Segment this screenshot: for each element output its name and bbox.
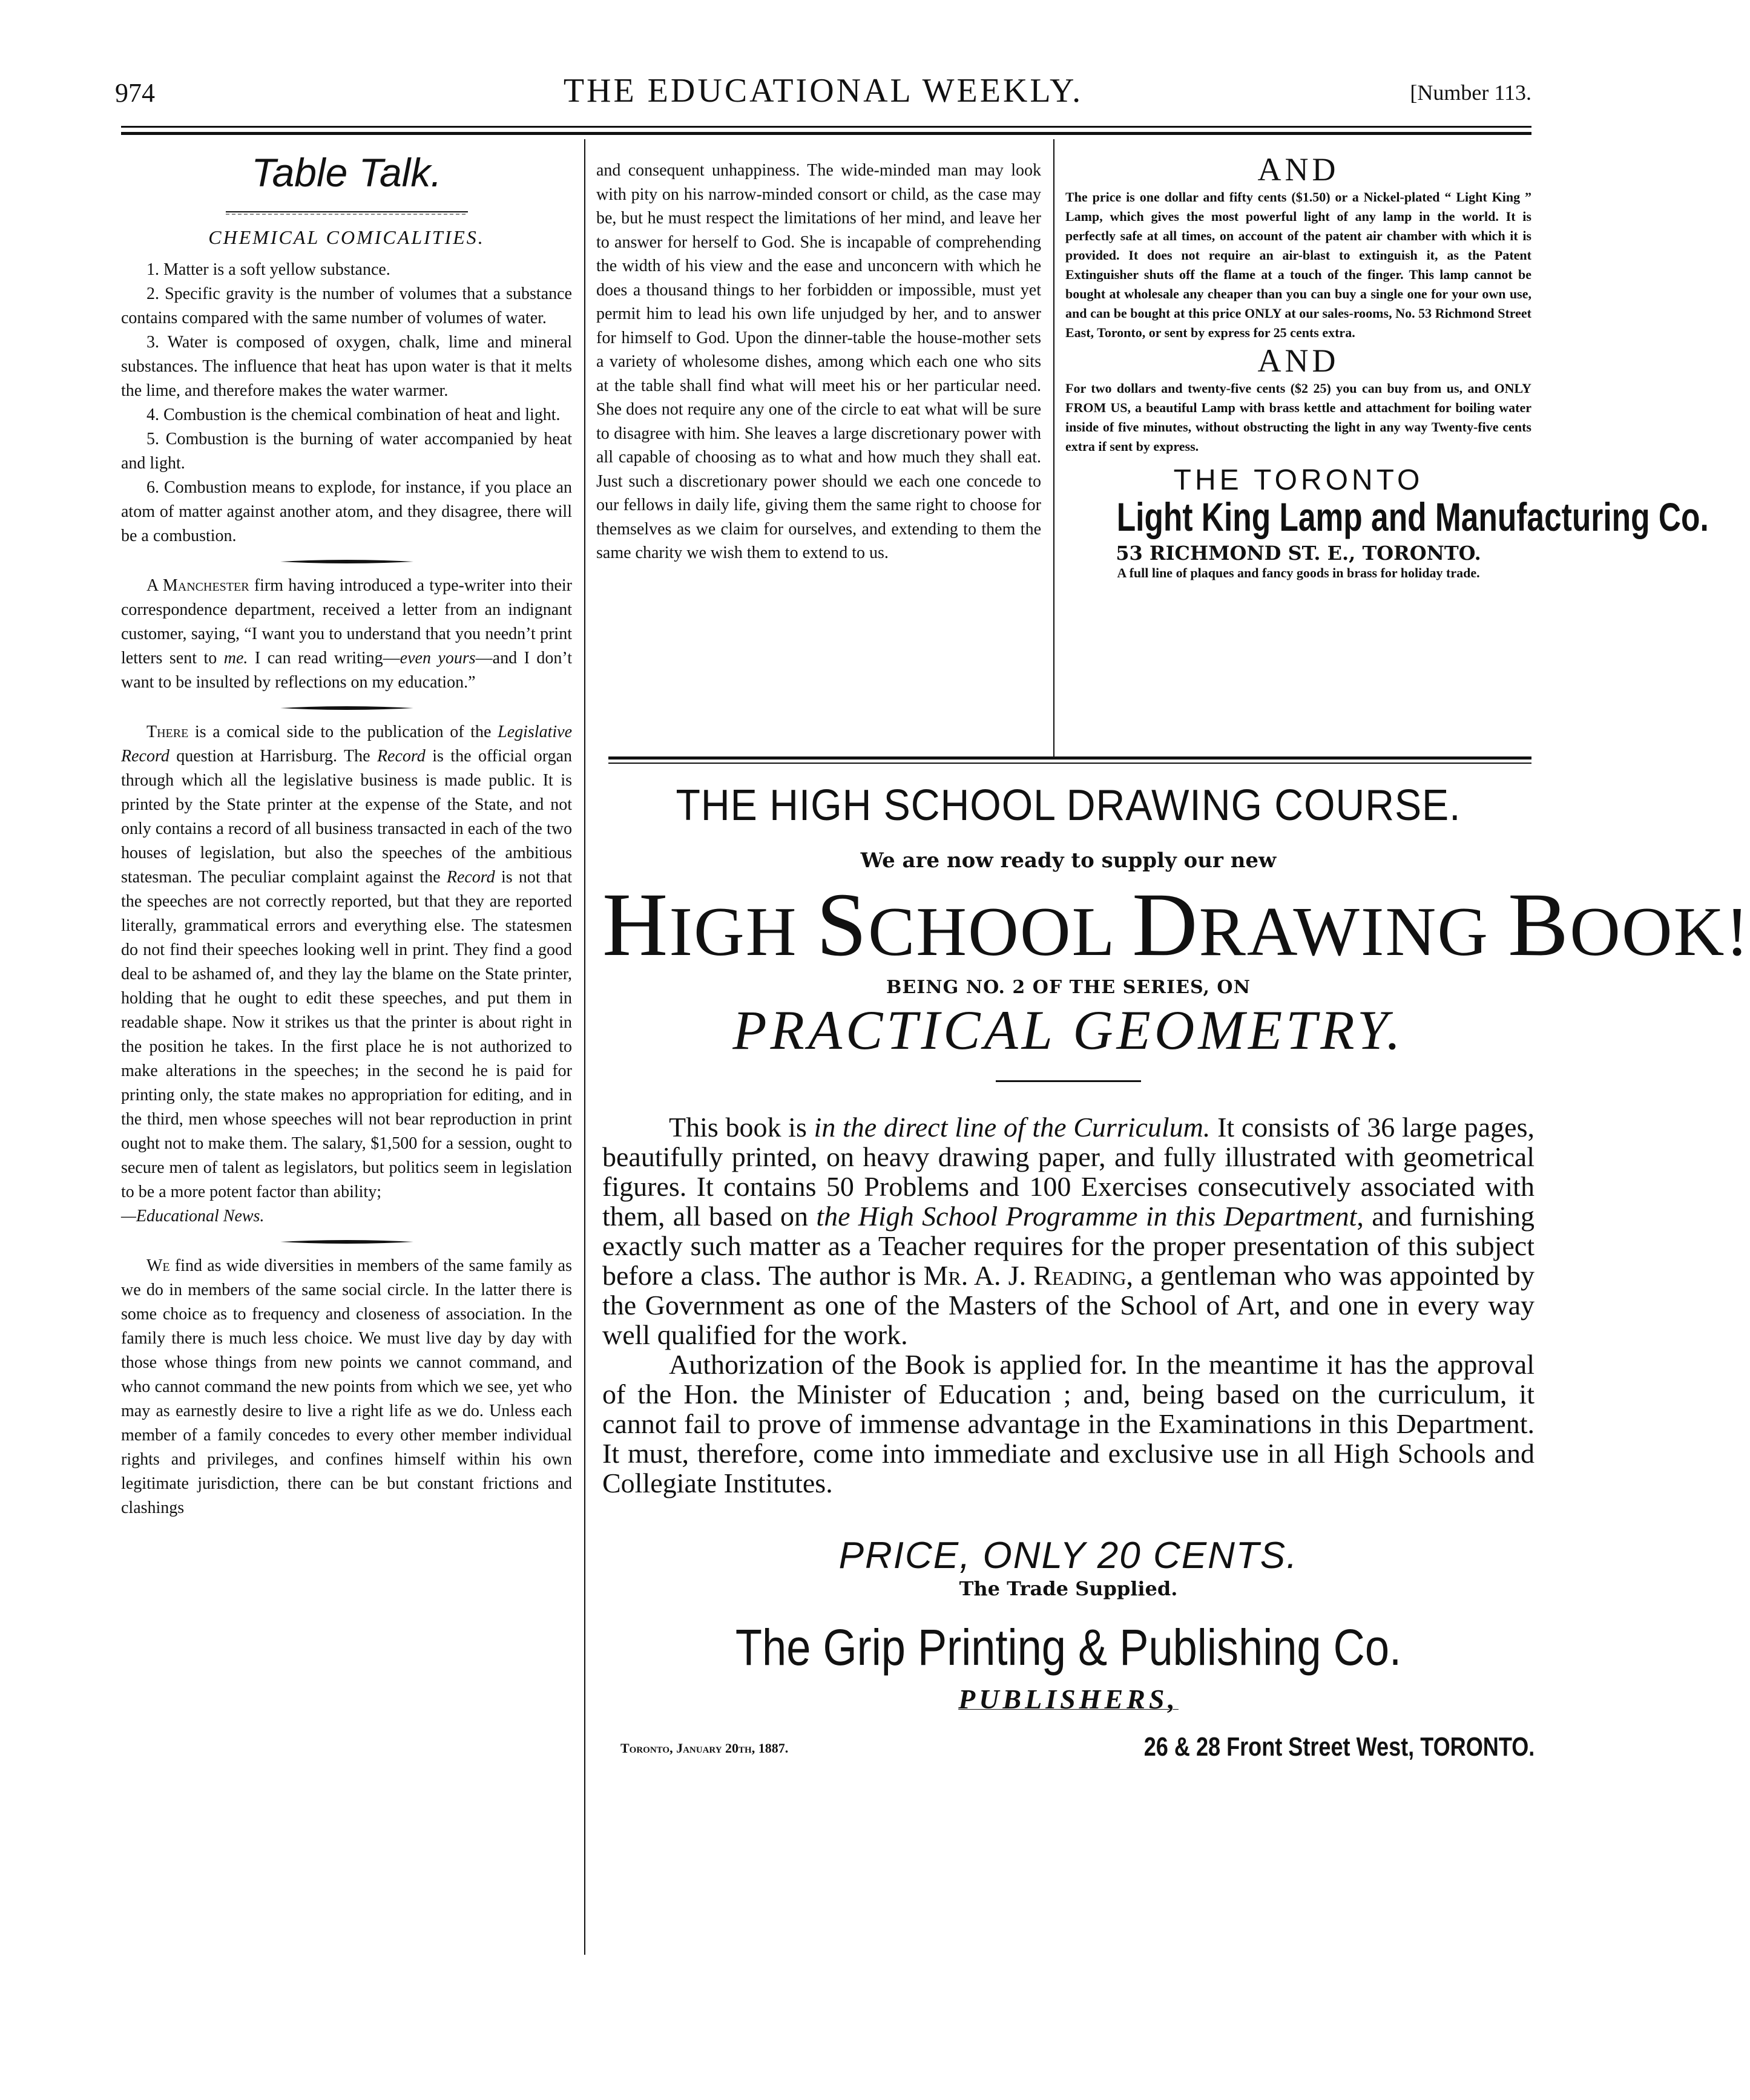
authorization-paragraph: Authorization of the Book is applied for. In the meantime it has the approval of the Hon. the Minister of Education ; and, being based on the curriculum, it cannot fail to prove of immense advantage in the Examinations in this Department. It must, therefore, come into immediate and exclusive use in all High Schools and Collegiate Institutes.: [602, 1349, 1535, 1498]
page-header: [115, 71, 1531, 120]
book-title: HIGH SCHOOL DRAWING BOOK!: [602, 874, 1750, 975]
and-heading: AND: [1257, 151, 1340, 188]
and-heading: AND: [1257, 343, 1340, 379]
header-rule-thick: [121, 132, 1531, 135]
chem-item: 1. Matter is a soft yellow substance.: [146, 260, 390, 279]
short-rule: [996, 1080, 1141, 1082]
geometry-title: PRACTICAL GEOMETRY.: [732, 999, 1404, 1061]
chem-title: CHEMICAL COMICALITIES.: [208, 226, 485, 248]
kettle-paragraph: For two dollars and twenty-five cents ($2 25) you can buy from us, and ONLY FROM US, a beautiful Lamp with brass kettle and attachment for boiling water inside of five minutes, without obstructing the light in any way Twenty-five cents extra if sent by express.: [1065, 381, 1531, 454]
publication-title: THE EDUCATIONAL WEEKLY.: [563, 72, 1084, 110]
ad-rule-thin: [608, 763, 1531, 764]
page-number: 974: [115, 78, 155, 108]
ornament-divider: [280, 559, 413, 563]
book-description: [602, 1112, 1535, 1498]
chem-item: 6. Combustion means to explode, for instance, if you place an atom of matter against another atom, and they disagree, there will be a combustion.: [121, 478, 572, 545]
ad-footer: [602, 1727, 1535, 1764]
ad-rule-thick: [608, 756, 1531, 760]
ornament-divider: [280, 706, 413, 709]
column-divider-right: [1053, 139, 1054, 756]
series-line: BEING NO. 2 OF THE SERIES, ON: [886, 977, 1251, 998]
the-toronto: THE TORONTO: [1173, 464, 1424, 496]
record-source: —Educational News.: [121, 1207, 265, 1226]
company-address: 53 RICHMOND ST. E., TORONTO.: [1116, 542, 1481, 565]
left-column: [121, 145, 572, 1520]
issue-number: [Number 113.: [1410, 80, 1531, 105]
price-line: PRICE, ONLY 20 CENTS.: [838, 1535, 1298, 1577]
ornament-divider: [280, 1239, 413, 1243]
middle-paragraph: and consequent unhappiness. The wide-minded man may look with pity on his narrow-minded consort or child, as the case may be, but he must respect the limitations of her mind, and leave her to answer for herself to God. She is incapable of comprehending the width of his view and the ease and unconcern with which he does a thousand things to her forbidden or impossible, must yet permit him to lead his own life unjudged by her, and to answer for himself to God. Upon the dinner-table the house-mother sets a variety of wholesome dishes, among which each one who sits at the table shall find what will meet his or her particular need. She does not require any one of the circle to eat what will be sure to disagree with him. She leaves a large discretionary power with all capable of choosing as to what and how much they shall eat. Just such a discretionary power should we each one concede to our fellows in daily life, giving them the same right to choose for themselves as we claim for ourselves, and extending to them the same charity we wish them to extend to us.: [596, 161, 1041, 562]
section-title: Table Talk.: [251, 150, 442, 195]
diversities-paragraph: We find as wide diversities in members of the same family as we do in members of the same social circle. In the latter there is some choice as to frequency and closeness of association. In the family there is much less choice. We must live day by day with those whose things from new points we cannot command, and who cannot command the new points from which we see, yet who may as earnestly desire to live a right life as we do. Unless each member of a family concedes to every other member individual rights and privileges, and confines himself within his own legitimate jurisdiction, there can be but constant frictions and clashings: [121, 1256, 572, 1517]
ready-line: We are now ready to supply our new: [860, 848, 1277, 873]
header-rule-thin: [121, 126, 1531, 128]
publishers-label: PUBLISHERS,: [958, 1684, 1179, 1714]
record-paragraph: There is a comical side to the publication of the Legislative Record question at Harrisburg. The Record is the official organ through which all the legislative business is made public. It is printed by the State printer at the expense of the State, and not only contains a record of all business transacted in each of the two houses of legislation, but also the speeches of the ambitious statesman. The peculiar complaint against the Record is not that the speeches are not correctly reported, but that they are reported literally, grammatical errors and everything else. The statesmen do not find their speeches looking well in print. They find a good deal to be ashamed of, and they lay the blame on the State printer, holding that he ought to edit these speeches, and put them in readable shape. Now it strikes us that the printer is about right in the position he takes. In the first place he is not authorized to make alterations in the speeches; in the second he is paid for printing only, the state makes no appropriation for editing, and in the third, men whose speeches will not bear reproduction in print ought not to make them. The salary, $1,500 for a session, ought to secure men of talent as legislators, but politics seem in legislation to be a more potent factor than ability;: [121, 723, 573, 1201]
chem-item: 2. Specific gravity is the number of volumes that a substance contains compared with the same number of volumes of water.: [121, 284, 572, 327]
drawing-book-advertisement: [602, 781, 1750, 1764]
column-divider-left: [584, 139, 585, 1955]
address-note: A full line of plaques and fancy goods in brass for holiday trade.: [1117, 565, 1480, 580]
lamp-advertisement: [1065, 151, 1709, 581]
title-rule: [226, 211, 468, 214]
ad-date: Toronto, January 20th, 1887.: [620, 1741, 789, 1756]
publisher-address: 26 & 28 Front Street West, TORONTO.: [1143, 1732, 1535, 1762]
publisher-name: The Grip Printing & Publishing Co.: [735, 1619, 1402, 1676]
trade-line: The Trade Supplied.: [959, 1577, 1178, 1600]
middle-column: [596, 159, 1041, 565]
manchester-paragraph: A Manchester firm having introduced a type-writer into their correspondence department, received a letter from an indignant customer, saying, “I want you to understand that you needn’t print letters sent to me. I can read writing—even yours—and I don’t want to be insulted by reflections on my education.”: [121, 576, 573, 692]
course-heading: THE HIGH SCHOOL DRAWING COURSE.: [676, 781, 1461, 830]
chem-item: 4. Combustion is the chemical combination of heat and light.: [146, 405, 561, 424]
chem-item: 3. Water is composed of oxygen, chalk, lime and mineral substances. The influence that heat has upon water is that it melts the lime, and therefore makes the water warmer.: [121, 333, 572, 400]
company-name: Light King Lamp and Manufacturing Co.: [1116, 494, 1709, 539]
description-paragraph: This book is in the direct line of the Curriculum. It consists of 36 large pages, beautifully printed, on heavy drawing paper, and fully illustrated with geometrical figures. It contains 50 Problems and 100 Exercises consecutively associated with them, all based on the High School Programme in this Department, and furnishing exactly such matter as a Teacher requires for the proper presentation of this subject before a class. The author is Mr. A. J. Reading, a gentleman who was appointed by the Government as one of the Masters of the School of Art, and one in every way well qualified for the work.: [602, 1112, 1535, 1350]
lamp-price-paragraph: The price is one dollar and fifty cents ($1.50) or a Nickel-plated “ Light King ” Lamp, which gives the most powerful light of any lamp in the world. It is perfectly safe at all times, on account of the patent air chamber with which it is provided. It does not require an air-blast to extinguish it, as the Patent Extinguisher shuts off the flame at a touch of the finger. This lamp cannot be bought at wholesale any cheaper than you can buy a single one for your own use, and can be bought at this price ONLY at our sales-rooms, No. 53 Richmond Street East, Toronto, or sent by express for 25 cents extra.: [1065, 189, 1531, 340]
chem-item: 5. Combustion is the burning of water accompanied by heat and light.: [121, 430, 572, 473]
